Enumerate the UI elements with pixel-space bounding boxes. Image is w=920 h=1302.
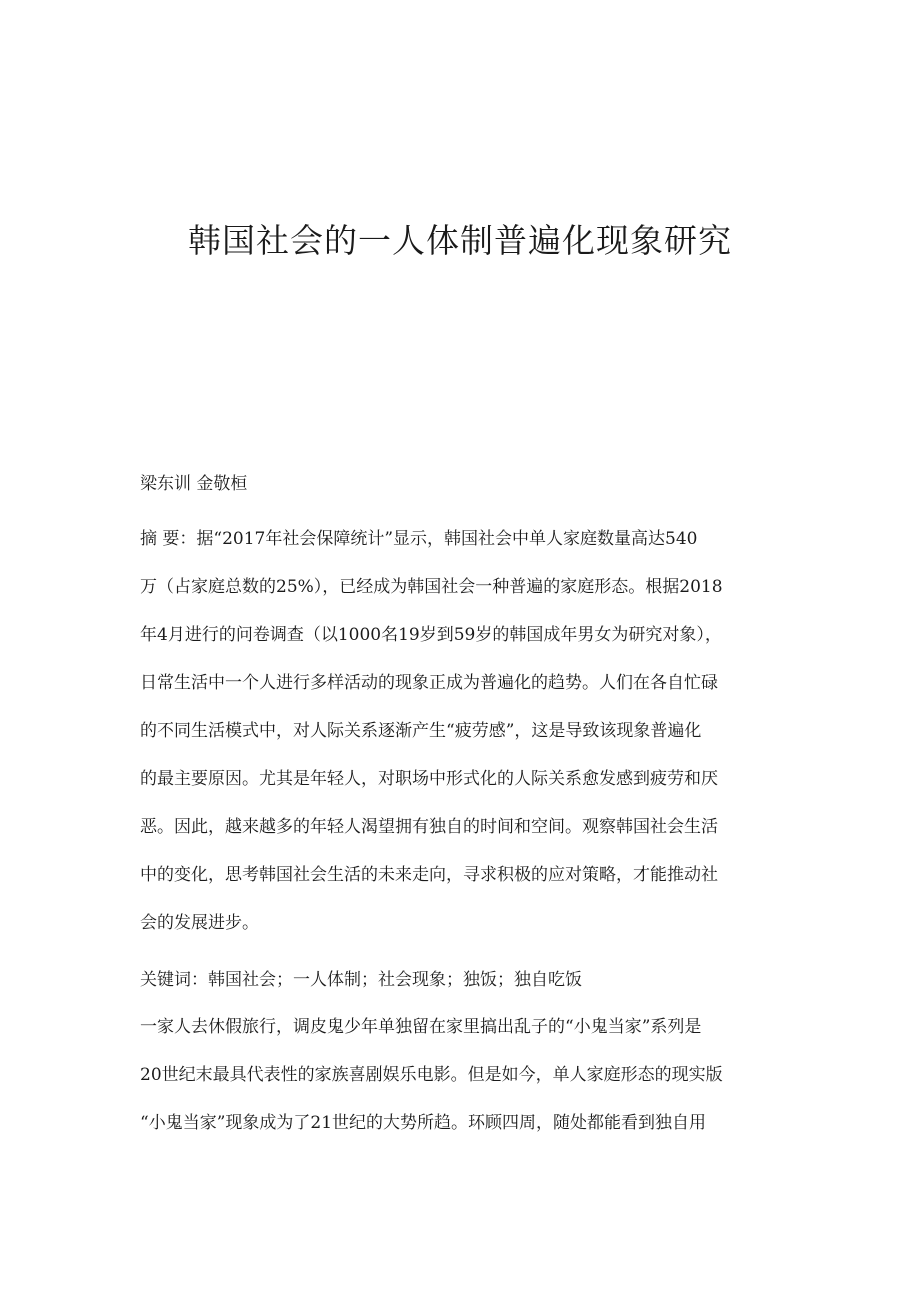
body-line: “小鬼当家”现象成为了21世纪的大势所趋。环顾四周，随处都能看到独自用 <box>140 1113 707 1133</box>
abstract-line: 万（占家庭总数的25%），已经成为韩国社会一种普遍的家庭形态。根据2018 <box>140 577 723 597</box>
body-line: 一家人去休假旅行，调皮鬼少年单独留在家里搞出乱子的“小鬼当家”系列是 <box>140 1017 702 1037</box>
author-names: 梁东训 金敬桓 <box>140 474 248 494</box>
abstract-line: 日常生活中一个人进行多样活动的现象正成为普遍化的趋势。人们在各自忙碌 <box>140 673 718 693</box>
keywords-line: 关键词：韩国社会；一人体制；社会现象；独饭；独自吃饭 <box>140 970 582 990</box>
abstract-line: 摘 要：据“2017年社会保障统计”显示，韩国社会中单人家庭数量高达540 <box>140 529 698 549</box>
paper-title: 韩国社会的一人体制普遍化现象研究 <box>188 221 732 260</box>
abstract-line: 会的发展进步。 <box>140 913 259 933</box>
keywords-section <box>140 956 582 1004</box>
abstract-line: 年4月进行的问卷调查（以1000名19岁到59岁的韩国成年男女为研究对象）， <box>140 625 722 645</box>
abstract-line: 中的变化，思考韩国社会生活的未来走向，寻求积极的应对策略，才能推动社 <box>140 865 718 885</box>
abstract-line: 的最主要原因。尤其是年轻人，对职场中形式化的人际关系愈发感到疲劳和厌 <box>140 769 718 789</box>
body-section <box>140 1003 723 1147</box>
abstract-line: 的不同生活模式中，对人际关系逐渐产生“疲劳感”，这是导致该现象普遍化 <box>140 721 702 741</box>
body-line: 20世纪末最具代表性的家族喜剧娱乐电影。但是如今，单人家庭形态的现实版 <box>140 1065 723 1085</box>
abstract-section <box>140 515 723 947</box>
abstract-line: 恶。因此，越来越多的年轻人渴望拥有独自的时间和空间。观察韩国社会生活 <box>140 817 718 837</box>
